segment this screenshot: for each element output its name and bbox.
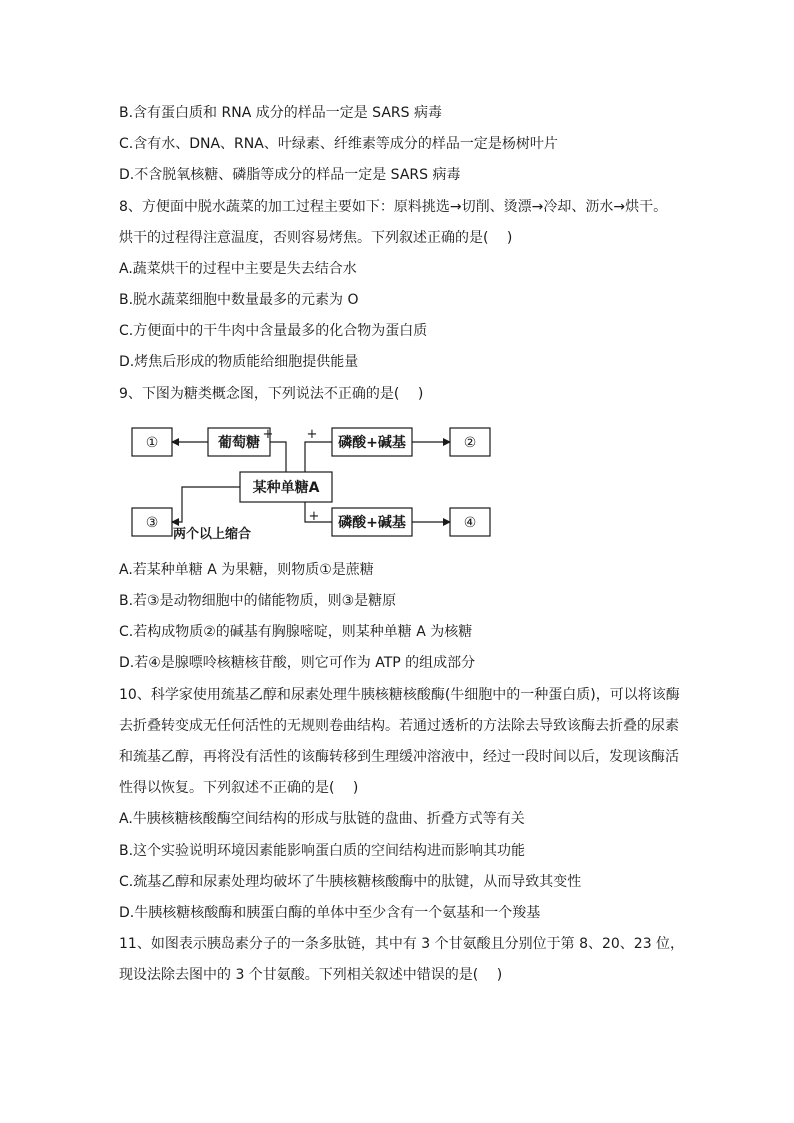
question-8-option-c: C.方便面中的干牛肉中含量最多的化合物为蛋白质 [119,323,428,339]
question-10-option-a: A.牛胰核糖核酸酶空间结构的形成与肽链的盘曲、折叠方式等有关 [119,811,525,827]
question-8-stem-1: 8、方便面中脱水蔬菜的加工过程主要如下：原料挑选→切削、烫漂→冷却、沥水→烘干。 [119,199,668,215]
plus-glucose: + [262,427,274,442]
question-10-stem-1: 10、科学家使用巯基乙醇和尿素处理牛胰核糖核酸酶(牛细胞中的一种蛋白质)，可以将该酶 [119,687,680,703]
line-d-sars-deoxyribose: D.不含脱氧核糖、磷脂等成分的样品一定是 SARS 病毒 [119,167,461,183]
question-9-option-a: A.若某种单糖 A 为果糖，则物质①是蔗糖 [119,562,374,578]
question-9-option-d: D.若④是腺嘌呤核糖核苷酸，则它可作为 ATP 的组成部分 [119,655,476,671]
question-8-option-d: D.烤焦后形成的物质能给细胞提供能量 [119,354,359,370]
question-11-stem-2: 现设法除去图中的 3 个甘氨酸。下列相关叙述中错误的是( ) [119,967,503,983]
question-10-option-b: B.这个实验说明环境因素能影响蛋白质的空间结构进而影响其功能 [119,843,526,859]
line-c-poplar-leaf: C.含有水、DNA、RNA、叶绿素、纤维素等成分的样品一定是杨树叶片 [119,136,558,152]
label-center: 某种单糖A [252,480,320,496]
label-box-3: ③ [145,515,159,531]
question-9-option-c: C.若构成物质②的碱基有胸腺嘧啶，则某种单糖 A 为核糖 [119,624,473,640]
label-phos-bottom: 磷酸+碱基 [338,515,406,531]
sugar-concept-diagram [120,418,500,546]
label-glucose: 葡萄糖 [218,435,260,451]
question-10-stem-4: 性得以恢复。下列叙述不正确的是( ) [119,780,359,796]
plus-phos-bottom: + [308,509,320,524]
question-10-option-c: C.巯基乙醇和尿素处理均破坏了牛胰核糖核酸酶中的肽键，从而导致其变性 [119,874,582,890]
line-b-sars-protein: B.含有蛋白质和 RNA 成分的样品一定是 SARS 病毒 [119,105,442,121]
label-box-1: ① [145,435,159,451]
question-10-option-d: D.牛胰核糖核酸酶和胰蛋白酶的单体中至少含有一个氨基和一个羧基 [119,905,541,921]
question-9-option-b: B.若③是动物细胞中的储能物质，则③是糖原 [119,593,397,609]
label-box-2: ② [463,435,477,451]
question-11-stem-1: 11、如图表示胰岛素分子的一条多肽链，其中有 3 个甘氨酸且分别位于第 8、20、23 位， [119,936,685,952]
question-9-stem: 9、下图为糖类概念图，下列说法不正确的是( ) [119,386,424,402]
question-8-option-b: B.脱水蔬菜细胞中数量最多的元素为 O [119,292,359,308]
question-10-stem-3: 和巯基乙醇，再将没有活性的该酶转移到生理缓冲溶液中，经过一段时间以后，发现该酶活 [119,749,679,765]
link-center-to-phos-top [305,442,332,472]
arrow-center-to-3 [172,487,240,522]
question-8-stem-2: 烘干的过程得注意温度，否则容易烤焦。下列叙述正确的是( ) [119,230,513,246]
link-center-to-glucose [270,442,286,472]
plus-phos-top: + [306,427,318,442]
label-phos-top: 磷酸+碱基 [338,435,406,451]
label-box-4: ④ [463,515,477,531]
question-10-stem-2: 去折叠转变成无任何活性的无规则卷曲结构。若通过透析的方法除去导致该酶去折叠的尿素 [119,718,679,734]
label-condense: 两个以上缩合 [172,527,252,542]
question-8-option-a: A.蔬菜烘干的过程中主要是失去结合水 [119,261,357,277]
